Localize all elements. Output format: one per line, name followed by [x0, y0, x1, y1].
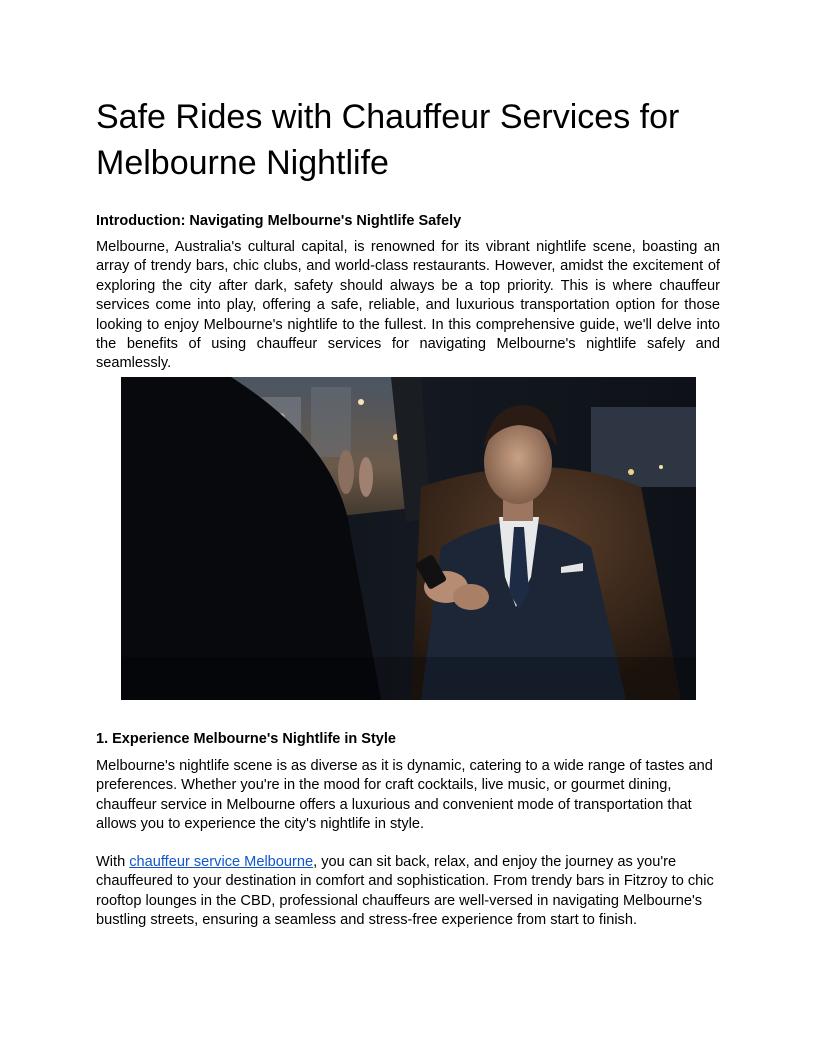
chauffeur-passenger-photo	[121, 377, 696, 700]
paragraph-text: , you can sit back, relax, and enjoy the journey as you're chauffeured to your destination in comfort and sophistication. From trendy bars in Fitzroy to chic rooftop lounges in the CBD, professional chauffeurs are well-versed in navigating Melbourne's bustling streets, ensuring a seamless and stress-free experience from start to finish.	[96, 854, 714, 929]
section1-paragraph-1: Melbourne's nightlife scene is as diverse as it is dynamic, catering to a wide range of tastes and preferences. Whether you're in the mood for craft cocktails, live music, or gourmet dining, chauffeur service in Melbourne offers a luxurious and convenient mode of transportation that allows you to experience the city's nightlife in style.	[96, 758, 713, 833]
section1-heading: 1. Experience Melbourne's Nightlife in Style	[96, 731, 396, 747]
page-title: Safe Rides with Chauffeur Services for Melbourne Nightlife	[96, 98, 680, 182]
intro-heading: Introduction: Navigating Melbourne's Nightlife Safely	[96, 213, 462, 229]
intro-paragraph: Melbourne, Australia's cultural capital, is renowned for its vibrant nightlife scene, boasting an array of trendy bars, chic clubs, and world-class restaurants. However, amidst the excitement of exploring the city after dark, safety should always be a top priority. This is where chauffeur services come into play, offering a safe, reliable, and luxurious transportation option for those looking to enjoy Melbourne's nightlife to the fullest. In this comprehensive guide, we'll delve into the benefits of using chauffeur services for navigating Melbourne's nightlife safely and seamlessly.	[96, 239, 720, 372]
paragraph-text: With	[96, 854, 130, 870]
chauffeur-service-link[interactable]: chauffeur service Melbourne	[129, 854, 314, 870]
section1-paragraph-2	[96, 853, 720, 931]
